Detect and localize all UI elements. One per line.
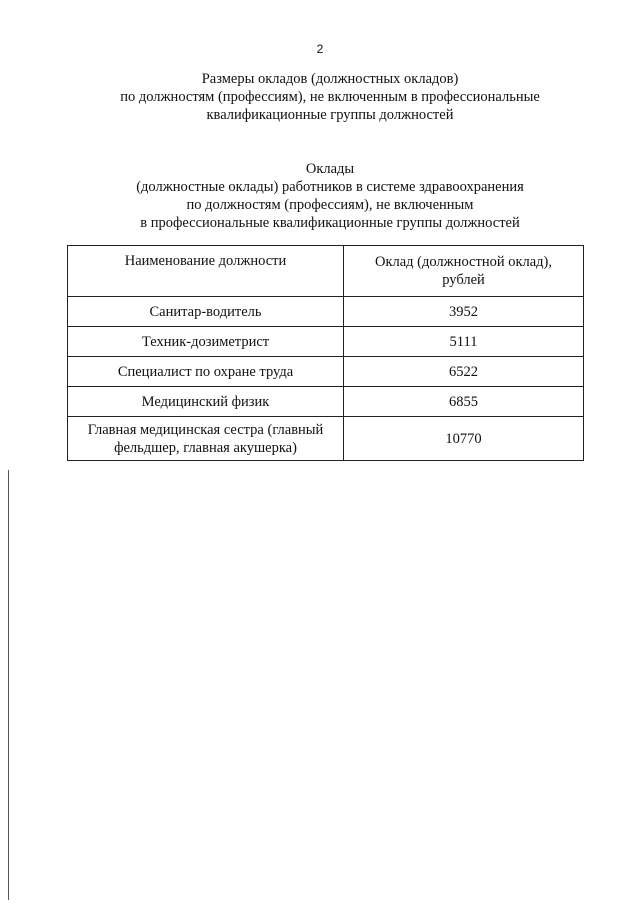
position-cell: Техник-дозиметрист	[68, 327, 344, 357]
page-number: 2	[316, 42, 324, 56]
document-title-line: Размеры окладов (должностных окладов)	[201, 71, 459, 87]
salary-cell: 10770	[344, 417, 584, 461]
position-cell-line: Главная медицинская сестра (главный	[87, 421, 324, 438]
position-cell: Медицинский физик	[68, 387, 344, 417]
table-header-row	[68, 246, 584, 297]
salary-cell: 6522	[344, 357, 584, 387]
document-title-line: по должностям (профессиям), не включенным в профессиональные	[120, 89, 540, 105]
table-caption-line: в профессиональные квалификационные группы должностей	[140, 215, 520, 231]
document-title-line: квалификационные группы должностей	[206, 107, 454, 123]
table-row	[68, 297, 584, 327]
column-header-salary	[344, 246, 584, 297]
position-cell	[68, 417, 344, 461]
column-header-position: Наименование должности	[68, 246, 344, 297]
table-caption-line: по должностям (профессиям), не включенным	[186, 197, 474, 213]
table-row	[68, 417, 584, 461]
position-cell: Санитар-водитель	[68, 297, 344, 327]
salary-cell: 5111	[344, 327, 584, 357]
salary-cell: 3952	[344, 297, 584, 327]
position-cell: Специалист по охране труда	[68, 357, 344, 387]
column-header-salary-line: рублей	[442, 272, 485, 288]
position-cell-line: фельдшер, главная акушерка)	[114, 439, 297, 456]
table-row	[68, 327, 584, 357]
salary-cell: 6855	[344, 387, 584, 417]
table-caption-line: (должностные оклады) работников в системе здравоохранения	[136, 179, 524, 195]
table-row	[68, 387, 584, 417]
table-caption-line: Оклады	[305, 161, 355, 177]
table-row	[68, 357, 584, 387]
scan-edge-line	[8, 470, 9, 900]
document-title	[60, 70, 600, 124]
salary-table	[67, 245, 584, 461]
table-caption	[60, 160, 600, 232]
column-header-salary-line: Оклад (должностной оклад),	[374, 254, 553, 270]
